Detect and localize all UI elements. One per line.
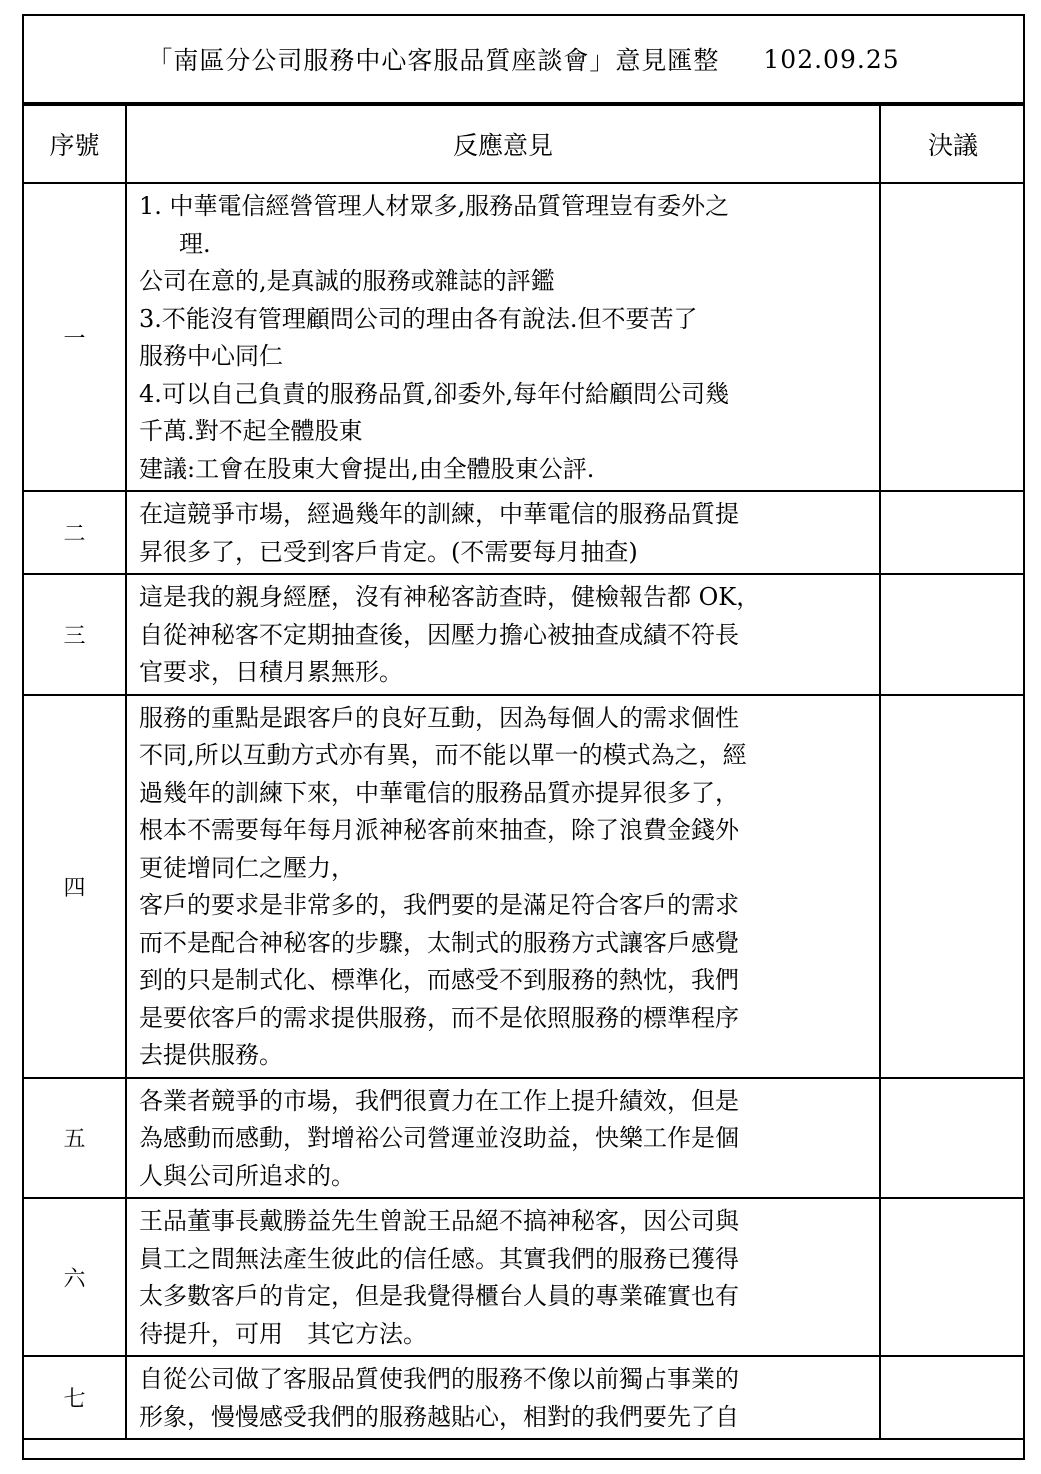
header-number: 序號 xyxy=(23,105,126,183)
feedback-line: 王品董事長戴勝益先生曾說王品絕不搞神秘客，因公司與 xyxy=(139,1207,739,1235)
row-resolution xyxy=(880,1356,1025,1439)
feedback-line: 在這競爭市場，經過幾年的訓練，中華電信的服務品質提 xyxy=(139,500,739,528)
feedback-line: 官要求，日積月累無形。 xyxy=(139,658,403,686)
table-row xyxy=(23,1356,1025,1439)
row-number: 二 xyxy=(23,491,126,574)
feedback-line: 自從神秘客不定期抽查後，因壓力擔心被抽查成績不符長 xyxy=(139,620,739,649)
document-sheet xyxy=(22,14,1025,1460)
feedback-line: 形象，慢慢感受我們的服務越貼心，相對的我們要先了自 xyxy=(139,1402,739,1431)
row-feedback xyxy=(126,695,880,1078)
feedback-line: 4.可以自己負責的服務品質,卻委外,每年付給顧問公司幾 xyxy=(139,379,730,408)
feedback-line: 服務中心同仁 xyxy=(139,342,283,370)
feedback-line: 過幾年的訓練下來，中華電信的服務品質亦提昇很多了， xyxy=(139,778,739,807)
feedback-table xyxy=(22,104,1025,1440)
table-header-row xyxy=(23,105,1025,183)
table-body xyxy=(23,183,1025,1439)
feedback-line: 員工之間無法產生彼此的信任感。其實我們的服務已獲得 xyxy=(139,1244,739,1273)
row-resolution xyxy=(880,1198,1025,1356)
row-feedback xyxy=(126,1356,880,1439)
feedback-line: 而不是配合神秘客的步驟，太制式的服務方式讓客戶感覺 xyxy=(139,928,739,957)
table-row xyxy=(23,491,1025,574)
feedback-line: 待提升，可用 其它方法。 xyxy=(139,1319,427,1348)
row-feedback xyxy=(126,491,880,574)
feedback-line: 1. 中華電信經營管理人材眾多,服務品質管理豈有委外之 xyxy=(139,192,730,220)
document-date: 102.09.25 xyxy=(763,44,900,74)
row-feedback xyxy=(126,183,880,491)
row-resolution xyxy=(880,491,1025,574)
document-title-bar xyxy=(24,16,1023,104)
table-row xyxy=(23,1198,1025,1356)
table-row xyxy=(23,183,1025,491)
feedback-line: 不同,所以互動方式亦有異，而不能以單一的模式為之，經 xyxy=(139,741,747,769)
feedback-line: 太多數客戶的肯定，但是我覺得櫃台人員的專業確實也有 xyxy=(139,1282,739,1310)
header-resolution: 決議 xyxy=(880,105,1025,183)
feedback-line: 公司在意的,是真誠的服務或雜誌的評鑑 xyxy=(139,267,555,295)
feedback-line: 自從公司做了客服品質使我們的服務不像以前獨占事業的 xyxy=(139,1365,739,1393)
row-number: 四 xyxy=(23,695,126,1078)
feedback-line: 這是我的親身經歷，沒有神秘客訪查時，健檢報告都 OK， xyxy=(139,583,761,611)
row-number: 一 xyxy=(23,183,126,491)
header-feedback: 反應意見 xyxy=(126,105,880,183)
feedback-line: 服務的重點是跟客戶的良好互動，因為每個人的需求個性 xyxy=(139,703,739,732)
feedback-line: 去提供服務。 xyxy=(139,1041,283,1069)
row-feedback xyxy=(126,1198,880,1356)
row-resolution xyxy=(880,1078,1025,1199)
feedback-line: 3.不能沒有管理顧問公司的理由各有說法.但不要苦了 xyxy=(139,304,698,333)
row-feedback xyxy=(126,574,880,695)
row-number: 五 xyxy=(23,1078,126,1199)
row-resolution xyxy=(880,695,1025,1078)
feedback-line: 建議:工會在股東大會提出,由全體股東公評. xyxy=(139,454,595,483)
row-feedback xyxy=(126,1078,880,1199)
feedback-line: 根本不需要每年每月派神秘客前來抽查，除了浪費金錢外 xyxy=(139,816,739,844)
table-row xyxy=(23,1078,1025,1199)
row-number: 七 xyxy=(23,1356,126,1439)
row-number: 三 xyxy=(23,574,126,695)
feedback-line: 昇很多了，已受到客戶肯定。(不需要每月抽查) xyxy=(139,537,638,566)
feedback-line: 到的只是制式化、標準化，而感受不到服務的熱忱，我們 xyxy=(139,966,739,994)
row-number: 六 xyxy=(23,1198,126,1356)
feedback-line: 千萬.對不起全體股東 xyxy=(139,417,363,445)
feedback-line: 更徒增同仁之壓力， xyxy=(139,853,355,882)
feedback-line: 客戶的要求是非常多的，我們要的是滿足符合客戶的需求 xyxy=(139,891,739,919)
feedback-line: 是要依客戶的需求提供服務，而不是依照服務的標準程序 xyxy=(139,1003,739,1032)
feedback-line: 為感動而感動，對增裕公司營運並沒助益，快樂工作是個 xyxy=(139,1124,739,1152)
feedback-line: 各業者競爭的市場，我們很賣力在工作上提升績效，但是 xyxy=(139,1086,739,1115)
table-row xyxy=(23,695,1025,1078)
document-title: 「南區分公司服務中心客服品質座談會」意見匯整 xyxy=(147,46,720,75)
row-resolution xyxy=(880,574,1025,695)
feedback-line: 人與公司所追求的。 xyxy=(139,1161,355,1190)
feedback-line: 理. xyxy=(179,229,211,258)
row-resolution xyxy=(880,183,1025,491)
table-row xyxy=(23,574,1025,695)
